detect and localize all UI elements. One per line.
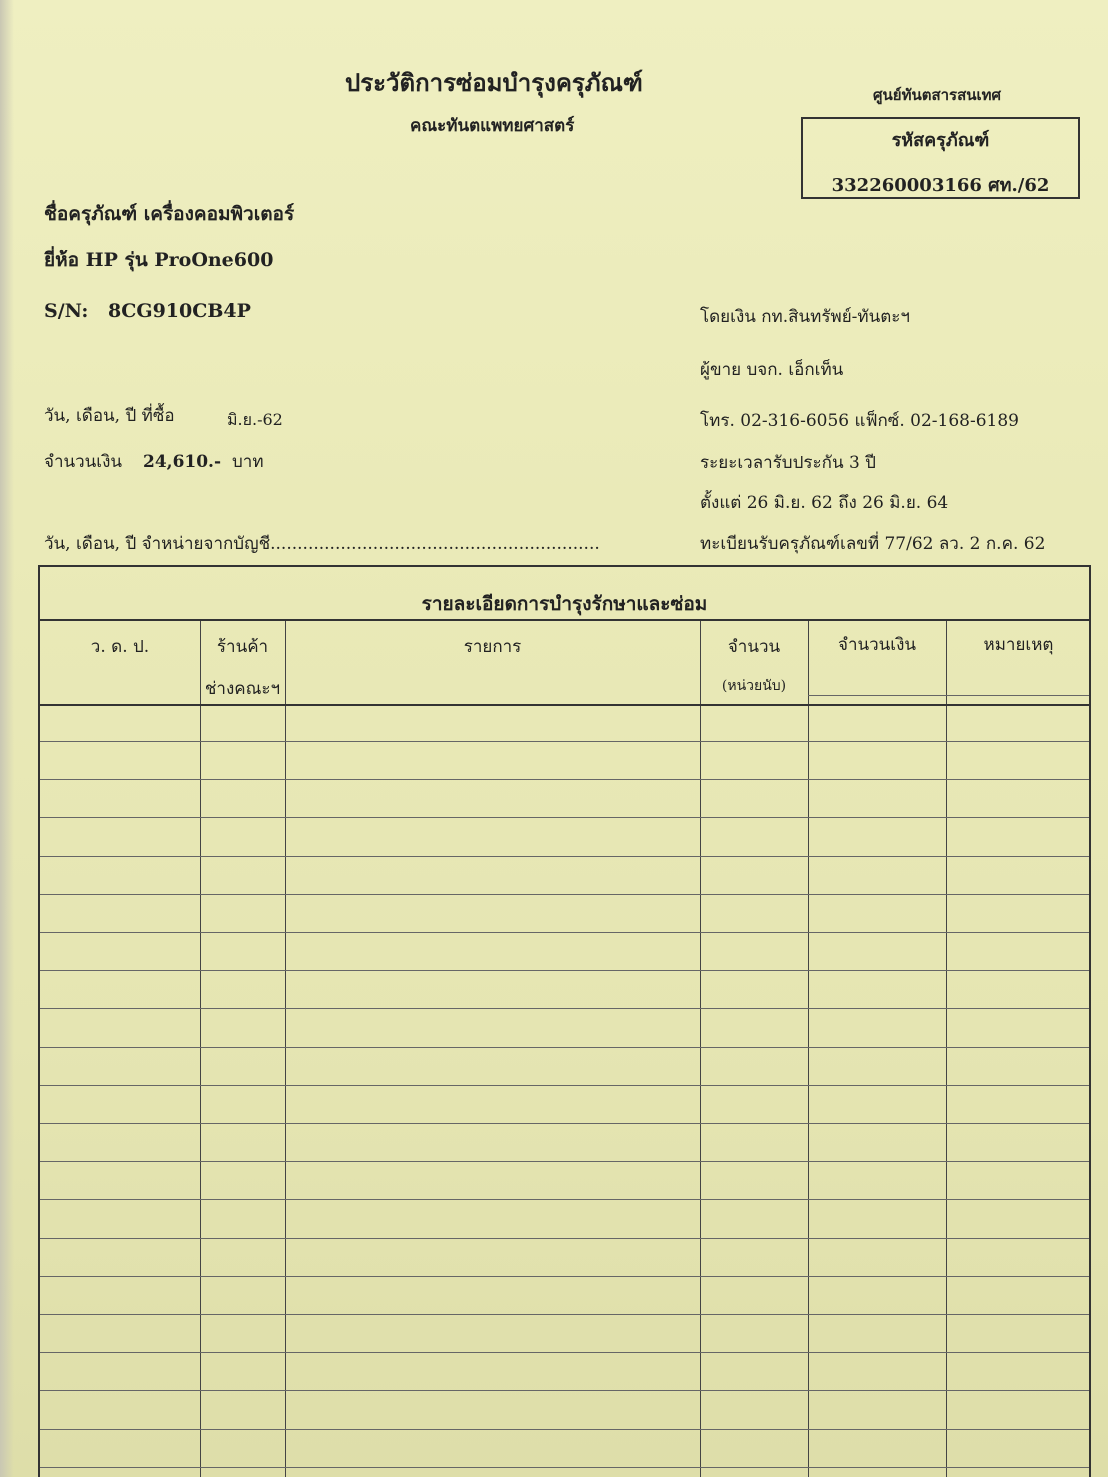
table-row-line xyxy=(40,1238,1089,1239)
item-name: ชื่อครุภัณฑ์ เครื่องคอมพิวเตอร์ xyxy=(44,203,295,225)
disposal-date: วัน, เดือน, ปี จำหน่ายจากบัญชี............................................................. xyxy=(44,534,600,554)
column-divider xyxy=(200,621,201,1477)
seller: ผู้ขาย บจก. เอ็กเท็น xyxy=(700,360,844,380)
phone-fax: โทร. 02-316-6056 แฟ็กซ์. 02-168-6189 xyxy=(700,411,1019,431)
column-divider xyxy=(808,621,809,1477)
table-row-line xyxy=(40,932,1089,933)
table-row-line xyxy=(40,1390,1089,1391)
asset-code-box xyxy=(801,117,1080,199)
column-header-unit: (หน่วยนับ) xyxy=(721,678,787,694)
table-row-line xyxy=(40,856,1089,857)
serial-value: 8CG910CB4P xyxy=(108,300,251,322)
table-row-line xyxy=(40,779,1089,780)
table-row-line xyxy=(40,970,1089,971)
center-name: ศูนย์ทันตสารสนเทศ xyxy=(873,86,1002,104)
maintenance-table xyxy=(38,565,1091,1477)
table-title: รายละเอียดการบำรุงรักษาและซ่อม xyxy=(421,593,708,615)
table-row-line xyxy=(40,1085,1089,1086)
serial-label: S/N: xyxy=(44,300,89,322)
registry-number: ทะเบียนรับครุภัณฑ์เลขที่ 77/62 ลว. 2 ก.ค. 62 xyxy=(700,534,1046,554)
column-header-item: รายการ xyxy=(463,637,522,657)
table-title-divider xyxy=(40,619,1089,621)
table-row-line xyxy=(40,1008,1089,1009)
page-edge-shadow xyxy=(0,0,14,1477)
table-row-line xyxy=(40,1314,1089,1315)
column-header-shop: ร้านค้า xyxy=(216,637,269,657)
table-row-line xyxy=(40,1161,1089,1162)
table-row-line xyxy=(40,1047,1089,1048)
table-row-line xyxy=(40,1352,1089,1353)
table-row-line xyxy=(40,1199,1089,1200)
document-subtitle: คณะทันตแพทยศาสตร์ xyxy=(410,116,575,136)
table-row-line xyxy=(40,1429,1089,1430)
document-title: ประวัติการซ่อมบำรุงครุภัณฑ์ xyxy=(345,68,643,97)
asset-code-label: รหัสครุภัณฑ์ xyxy=(891,130,990,151)
column-divider xyxy=(700,621,701,1477)
purchase-date-label: วัน, เดือน, ปี ที่ซื้อ xyxy=(44,406,175,426)
amount-value: 24,610.- xyxy=(143,452,222,472)
table-row-line xyxy=(40,741,1089,742)
amount-unit: บาท xyxy=(232,452,264,472)
table-row-line xyxy=(40,1467,1089,1468)
warranty: ระยะเวลารับประกัน 3 ปี xyxy=(700,453,876,473)
column-divider xyxy=(285,621,286,1477)
table-row-line xyxy=(40,1123,1089,1124)
warranty-period: ตั้งแต่ 26 มิ.ย. 62 ถึง 26 มิ.ย. 64 xyxy=(700,493,949,513)
column-header-quantity: จำนวน xyxy=(727,637,781,657)
purchase-date-value: มิ.ย.-62 xyxy=(227,410,283,429)
brand-model: ยี่ห้อ HP รุ่น ProOne600 xyxy=(44,249,274,271)
amount-label: จำนวนเงิน xyxy=(44,452,123,472)
column-header-amount: จำนวนเงิน xyxy=(837,635,917,655)
column-header-technician: ช่างคณะฯ xyxy=(204,679,281,699)
table-row-line xyxy=(40,894,1089,895)
header-subdivider xyxy=(808,695,1089,696)
table-row-line xyxy=(40,1276,1089,1277)
header-bottom-border xyxy=(40,704,1089,706)
column-header-date: ว. ด. ป. xyxy=(90,637,150,657)
funding-source: โดยเงิน กท.สินทรัพย์-ทันตะฯ xyxy=(700,307,910,327)
table-row-line xyxy=(40,817,1089,818)
column-divider xyxy=(946,621,947,1477)
column-header-remark: หมายเหตุ xyxy=(983,635,1054,655)
asset-code-value: 332260003166 ศท./62 xyxy=(831,175,1050,196)
